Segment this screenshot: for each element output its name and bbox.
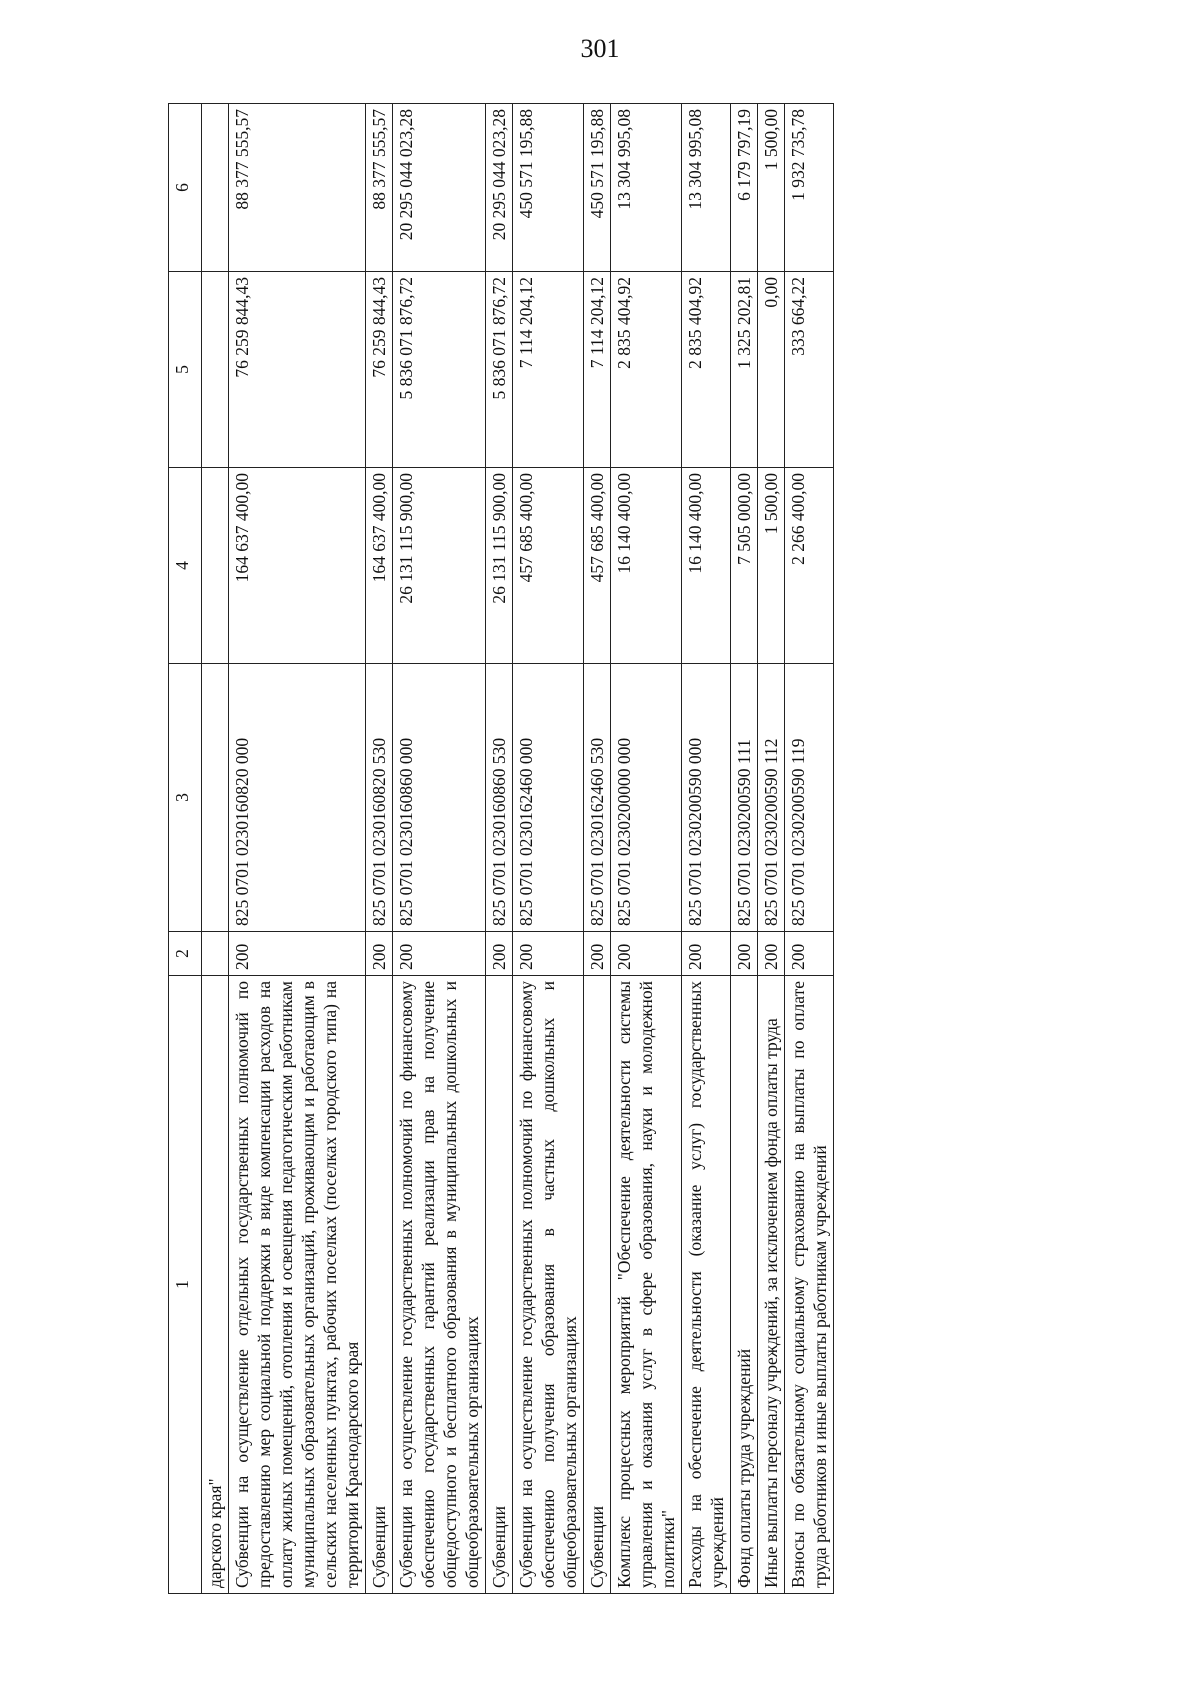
column-header: 4: [169, 468, 202, 664]
table-row: [611, 104, 682, 1594]
row-executed-amount: 333 664,22: [785, 272, 834, 468]
row-approved-amount: 1 500,00: [758, 468, 785, 664]
row-admin-code: 200: [393, 932, 486, 976]
column-header: 6: [169, 104, 202, 272]
row-executed-amount: 5 836 071 876,72: [486, 272, 513, 468]
row-classification-code: 825 0701 0230200590 112: [758, 664, 785, 932]
row-approved-amount: 7 505 000,00: [731, 468, 758, 664]
row-admin-code: 200: [682, 932, 731, 976]
row-classification-code: 825 0701 0230160820 530: [366, 664, 393, 932]
table-header-row: [169, 104, 202, 1594]
row-name: Субвенции: [486, 976, 513, 1594]
row-unexecuted-amount: 1 932 735,78: [785, 104, 834, 272]
row-name: Субвенции: [584, 976, 611, 1594]
row-admin-code: 200: [731, 932, 758, 976]
rotated-table-container: [168, 104, 1168, 1594]
row-classification-code: 825 0701 0230200590 000: [682, 664, 731, 932]
row-unexecuted-amount: 1 500,00: [758, 104, 785, 272]
row-admin-code: 200: [785, 932, 834, 976]
row-unexecuted-amount: 20 295 044 023,28: [393, 104, 486, 272]
row-admin-code: 200: [584, 932, 611, 976]
row-name: Комплекс процессных мероприятий "Обеспечение деятельности системы управления и оказания услуг в сфере образования, науки и молодежной политики": [611, 976, 682, 1594]
row-unexecuted-amount: 13 304 995,08: [611, 104, 682, 272]
row-name: Фонд оплаты труда учреждений: [731, 976, 758, 1594]
row-admin-code: 200: [758, 932, 785, 976]
row-unexecuted-amount: 6 179 797,19: [731, 104, 758, 272]
row-admin-code: 200: [366, 932, 393, 976]
row-classification-code: 825 0701 0230200000 000: [611, 664, 682, 932]
row-executed-amount: 0,00: [758, 272, 785, 468]
budget-table: [168, 103, 834, 1594]
row-approved-amount: [202, 468, 229, 664]
budget-table-body: [169, 104, 834, 1594]
column-header: 3: [169, 664, 202, 932]
column-header: 1: [169, 976, 202, 1594]
row-unexecuted-amount: 88 377 555,57: [229, 104, 366, 272]
row-name: Расходы на обеспечение деятельности (оказание услуг) государственных учреждений: [682, 976, 731, 1594]
row-admin-code: [202, 932, 229, 976]
row-classification-code: 825 0701 0230162460 530: [584, 664, 611, 932]
column-header: 2: [169, 932, 202, 976]
row-executed-amount: 7 114 204,12: [513, 272, 584, 468]
row-name: Субвенции на осуществление отдельных государственных полномочий по предоставлению мер социальной поддержки в виде компенсации расходов на оплату жилых помещений, отопления и освещения педагогическим работникам муниципальных образовательных организаций, проживающим и работающим в сельских населенных пунктах, рабочих поселках (поселках городского типа) на территории Краснодарского края: [229, 976, 366, 1594]
row-classification-code: 825 0701 0230160860 000: [393, 664, 486, 932]
row-executed-amount: [202, 272, 229, 468]
row-approved-amount: 2 266 400,00: [785, 468, 834, 664]
row-executed-amount: 76 259 844,43: [229, 272, 366, 468]
table-row: [731, 104, 758, 1594]
row-executed-amount: 1 325 202,81: [731, 272, 758, 468]
row-unexecuted-amount: 13 304 995,08: [682, 104, 731, 272]
table-row: [785, 104, 834, 1594]
row-unexecuted-amount: 450 571 195,88: [584, 104, 611, 272]
table-row: [393, 104, 486, 1594]
row-approved-amount: 164 637 400,00: [229, 468, 366, 664]
table-row: [758, 104, 785, 1594]
row-admin-code: 200: [229, 932, 366, 976]
row-name: Взносы по обязательному социальному страхованию на выплаты по оплате труда работников и иные выплаты работникам учреждений: [785, 976, 834, 1594]
row-approved-amount: 16 140 400,00: [682, 468, 731, 664]
page-number: 301: [580, 34, 620, 63]
row-unexecuted-amount: 20 295 044 023,28: [486, 104, 513, 272]
row-approved-amount: 16 140 400,00: [611, 468, 682, 664]
row-classification-code: [202, 664, 229, 932]
row-name: Субвенции на осуществление государственных полномочий по финансовому обеспечению получения образования в частных дошкольных и общеобразовательных организациях: [513, 976, 584, 1594]
row-name: дарского края": [202, 976, 229, 1594]
row-approved-amount: 164 637 400,00: [366, 468, 393, 664]
row-classification-code: 825 0701 0230160860 530: [486, 664, 513, 932]
column-header: 5: [169, 272, 202, 468]
row-approved-amount: 26 131 115 900,00: [486, 468, 513, 664]
row-name: Субвенции: [366, 976, 393, 1594]
rotated-table-area: [168, 104, 1168, 1594]
row-unexecuted-amount: 450 571 195,88: [513, 104, 584, 272]
row-approved-amount: 26 131 115 900,00: [393, 468, 486, 664]
row-name: Иные выплаты персоналу учреждений, за исключением фонда оплаты труда: [758, 976, 785, 1594]
row-executed-amount: 2 835 404,92: [611, 272, 682, 468]
row-approved-amount: 457 685 400,00: [584, 468, 611, 664]
row-classification-code: 825 0701 0230160820 000: [229, 664, 366, 932]
row-executed-amount: 5 836 071 876,72: [393, 272, 486, 468]
table-row: [202, 104, 229, 1594]
row-admin-code: 200: [486, 932, 513, 976]
row-classification-code: 825 0701 0230200590 111: [731, 664, 758, 932]
table-row: [229, 104, 366, 1594]
row-approved-amount: 457 685 400,00: [513, 468, 584, 664]
row-admin-code: 200: [611, 932, 682, 976]
table-row: [366, 104, 393, 1594]
table-row: [486, 104, 513, 1594]
table-row: [682, 104, 731, 1594]
table-row: [584, 104, 611, 1594]
row-classification-code: 825 0701 0230200590 119: [785, 664, 834, 932]
table-row: [513, 104, 584, 1594]
row-classification-code: 825 0701 0230162460 000: [513, 664, 584, 932]
row-executed-amount: 76 259 844,43: [366, 272, 393, 468]
row-executed-amount: 2 835 404,92: [682, 272, 731, 468]
row-unexecuted-amount: 88 377 555,57: [366, 104, 393, 272]
row-unexecuted-amount: [202, 104, 229, 272]
row-admin-code: 200: [513, 932, 584, 976]
row-executed-amount: 7 114 204,12: [584, 272, 611, 468]
row-name: Субвенции на осуществление государственных полномочий по финансовому обеспечению государственных гарантий реализации прав на получение общедоступного и бесплатного образования в муниципальных дошкольных и общеобразовательных организациях: [393, 976, 486, 1594]
